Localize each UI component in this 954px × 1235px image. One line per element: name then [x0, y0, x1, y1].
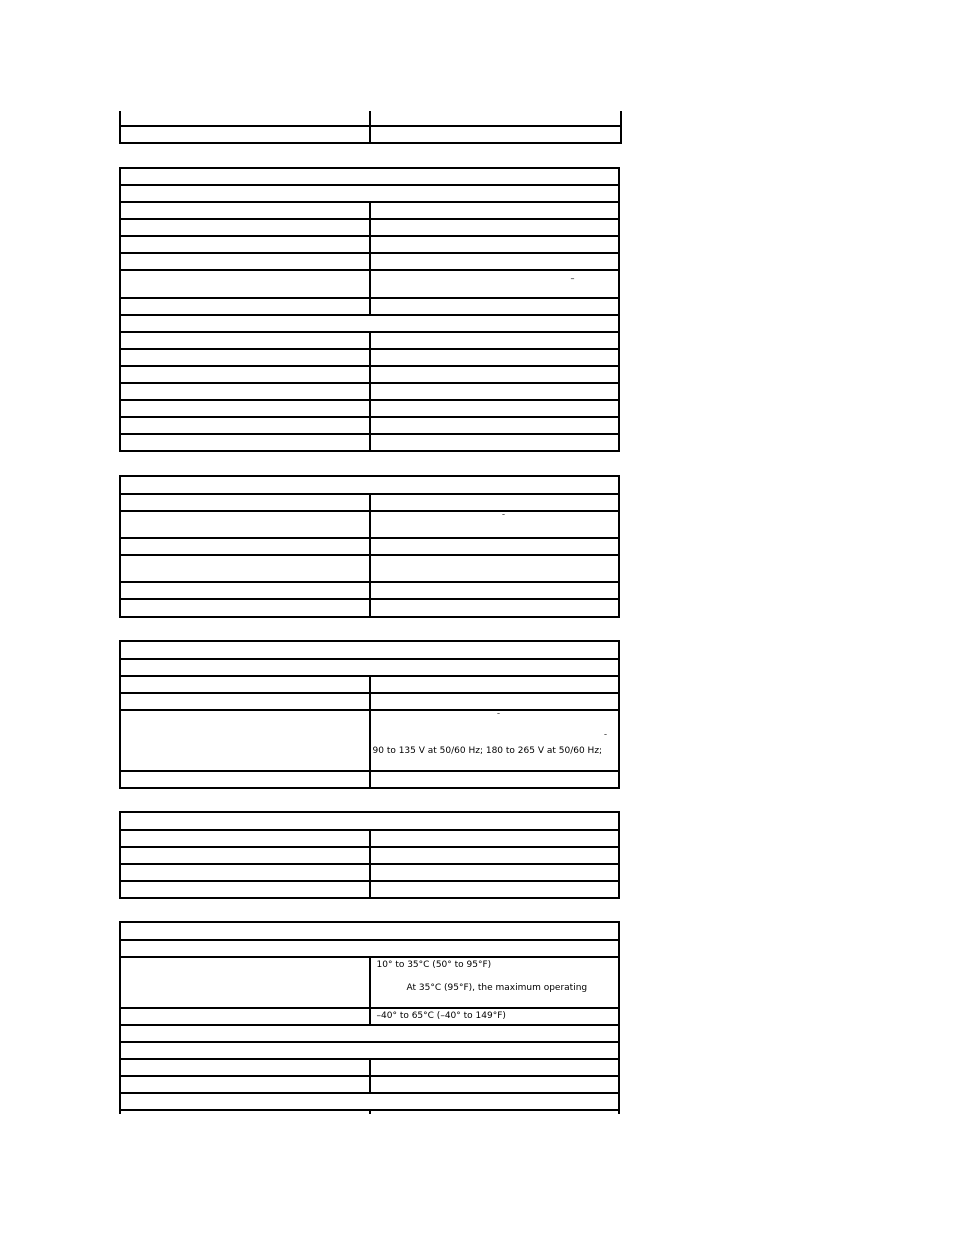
macron-mark: ¯: [501, 513, 506, 522]
macron-mark: ¯: [496, 712, 501, 721]
spec-table-5: [119, 811, 620, 899]
section-row: [120, 659, 619, 676]
tilde-mark: –: [570, 274, 575, 283]
section-row: [120, 1025, 619, 1042]
spec-table-continued: [119, 111, 622, 144]
section-row: [120, 1042, 619, 1059]
storage-temp-value: –40° to 65°C (–40° to 149°F): [376, 1011, 506, 1021]
section-row: [120, 185, 619, 202]
spec-table-power: [119, 640, 620, 789]
macron-mark: ¯: [603, 733, 608, 742]
voltage-range-text: 90 to 135 V at 50/60 Hz; 180 to 265 V at 50/60 Hz;: [372, 746, 603, 756]
spec-table-environmental: [119, 921, 620, 1114]
spec-table-2: [119, 167, 620, 452]
table-header: [120, 922, 619, 940]
table-header: [120, 812, 619, 830]
operating-temp-note: At 35°C (95°F), the maximum operating: [406, 983, 588, 993]
table-header: [120, 168, 619, 185]
table-header: [120, 476, 619, 494]
section-row: [120, 940, 619, 957]
table-header: [120, 641, 619, 659]
operating-temp-value: 10° to 35°C (50° to 95°F): [376, 960, 492, 970]
section-row: [120, 1093, 619, 1110]
spec-table-3: [119, 475, 620, 618]
section-row: [120, 315, 619, 332]
